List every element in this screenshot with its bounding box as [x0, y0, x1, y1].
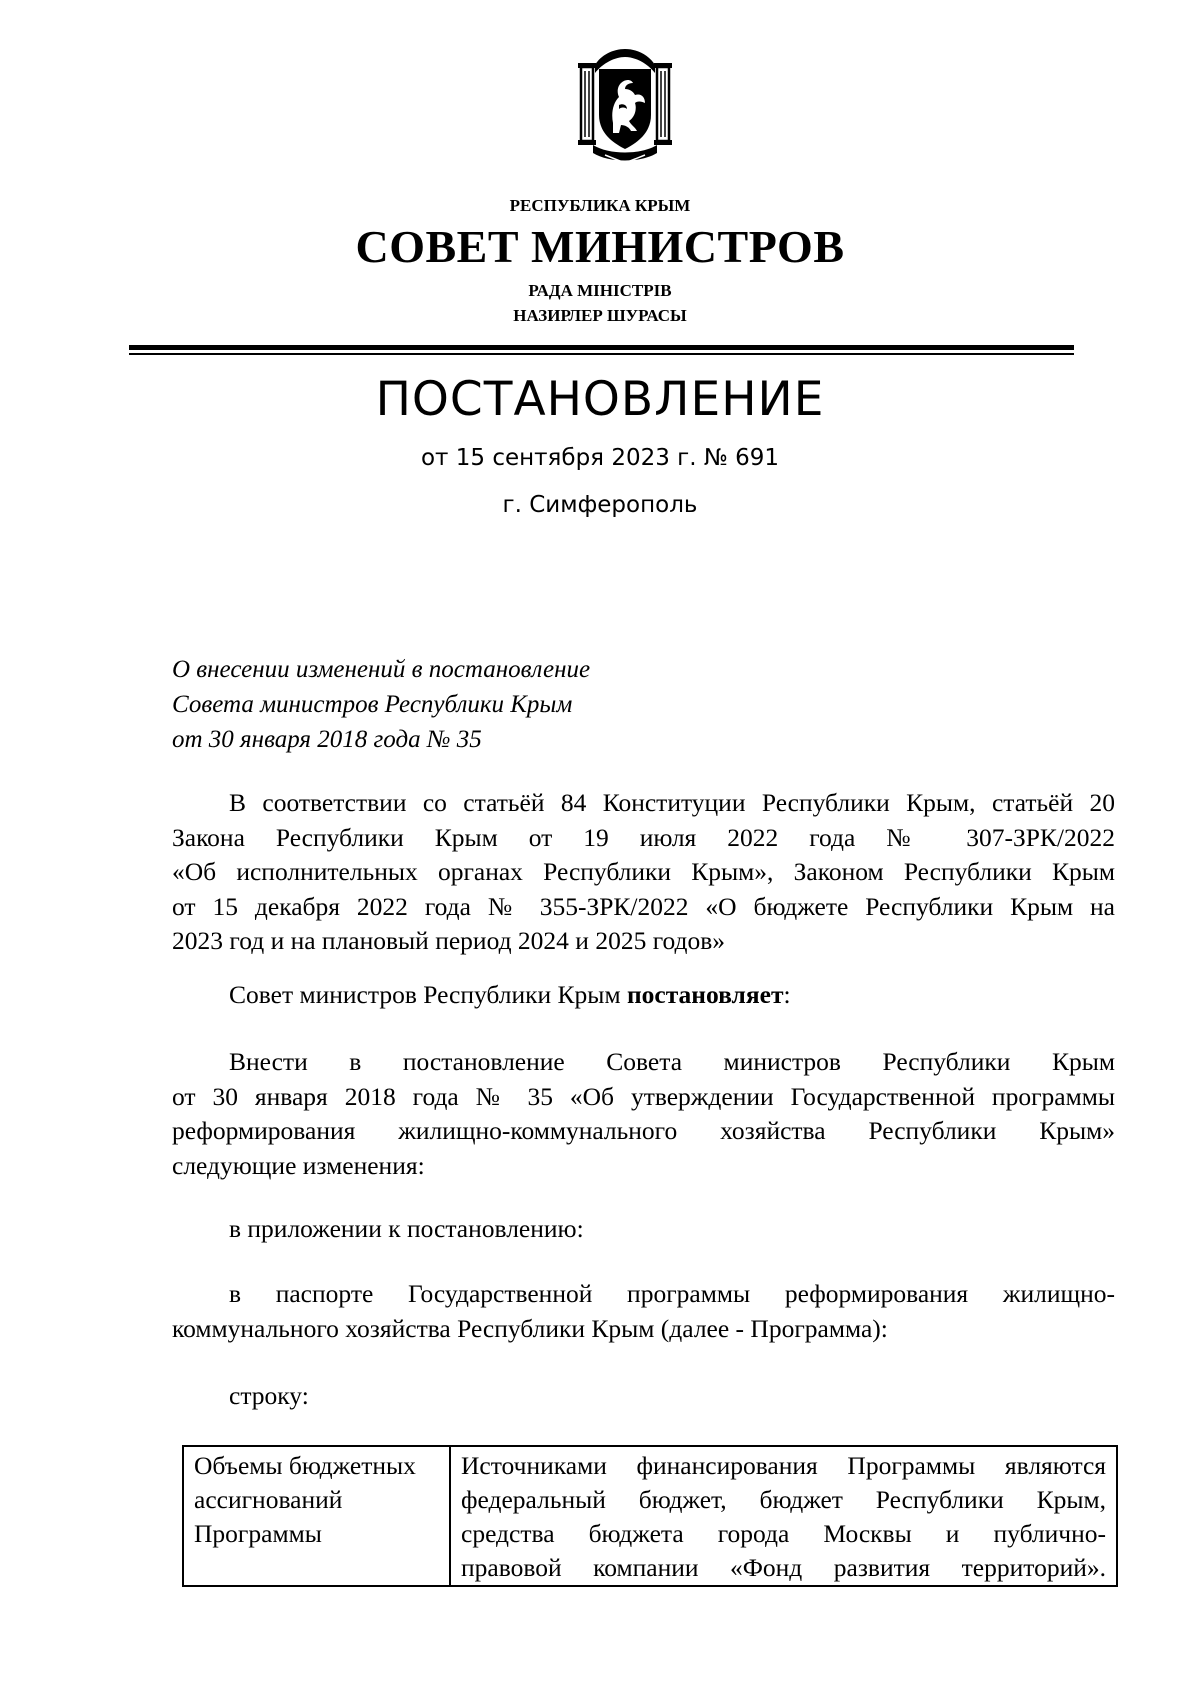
- text-line: Закона Республики Крым от 19 июля 2022 года № 307-ЗРК/2022: [172, 822, 1115, 852]
- crimea-coat-of-arms-icon: [575, 45, 675, 167]
- republic-name: РЕСПУБЛИКА КРЫМ: [509, 196, 691, 215]
- text-line: правовой компании «Фонд развития территорий».: [461, 1553, 1106, 1582]
- table-cell-text: [450, 1446, 1117, 1586]
- row-paragraph: [172, 1379, 1115, 1414]
- text-line: реформирования жилищно-коммунального хозяйства Республики Крым»: [172, 1116, 1115, 1145]
- resolution-paragraph: [172, 978, 1115, 1013]
- text-line: строку:: [229, 1381, 309, 1410]
- text-line: от 15 декабря 2022 года № 355-ЗРК/2022 «О бюджете Республики Крым на: [172, 891, 1115, 921]
- text-line: в паспорте Государственной программы реформирования жилищно-: [229, 1279, 1115, 1308]
- subject-line: от 30 января 2018 года № 35: [172, 726, 482, 753]
- header-divider-thick: [129, 345, 1074, 350]
- header-divider-thin: [129, 353, 1074, 355]
- subject-line: Совета министров Республики Крым: [172, 691, 573, 718]
- document-type-title: ПОСТАНОВЛЕНИЕ: [375, 372, 825, 427]
- text-line: Внести в постановление Совета министров Республики Крым: [229, 1047, 1115, 1076]
- council-title-crimean-tatar: НАЗИРЛЕР ШУРАСЫ: [513, 306, 687, 325]
- text-line: следующие изменения:: [172, 1150, 425, 1180]
- appendix-paragraph: [172, 1212, 1115, 1247]
- passport-paragraph: [172, 1277, 1115, 1346]
- text-line: коммунального хозяйства Республики Крым (далее - Программа):: [172, 1313, 888, 1343]
- table-cell-label: Объемы бюджетных ассигнований Программы: [183, 1446, 450, 1586]
- text-line: в приложении к постановлению:: [229, 1214, 584, 1243]
- text-line: [172, 978, 1115, 1013]
- preamble-paragraph: [172, 786, 1115, 959]
- resolution-colon: :: [783, 980, 791, 1009]
- text-line: Источниками финансирования Программы являются: [461, 1451, 1106, 1480]
- amendment-paragraph: [172, 1045, 1115, 1183]
- text-line: средства бюджета города Москвы и публично-: [461, 1519, 1106, 1548]
- decree-city: г. Симферополь: [502, 492, 698, 518]
- decree-date-number: от 15 сентября 2023 г. № 691: [420, 445, 780, 471]
- subject-line: О внесении изменений в постановление: [172, 656, 591, 683]
- text-line: 2023 год и на плановый период 2024 и 2025 годов»: [172, 926, 726, 955]
- table-row: [183, 1446, 1117, 1586]
- text-line: В соответствии со статьёй 84 Конституции Республики Крым, статьёй 20: [229, 788, 1115, 817]
- text-line: от 30 января 2018 года № 35 «Об утверждении Государственной программы: [172, 1081, 1115, 1111]
- council-title: СОВЕТ МИНИСТРОВ: [355, 221, 845, 272]
- budget-table: [182, 1445, 1118, 1587]
- resolution-verb: постановляет: [626, 980, 784, 1009]
- council-title-ukrainian: РАДА МІНІСТРІВ: [528, 281, 672, 300]
- decree-subject: [172, 652, 772, 757]
- text-line: «Об исполнительных органах Республики Крым», Законом Республики Крым: [172, 857, 1115, 886]
- text-line: федеральный бюджет, бюджет Республики Крым,: [461, 1485, 1106, 1514]
- resolution-text: Совет министров Республики Крым: [229, 980, 627, 1009]
